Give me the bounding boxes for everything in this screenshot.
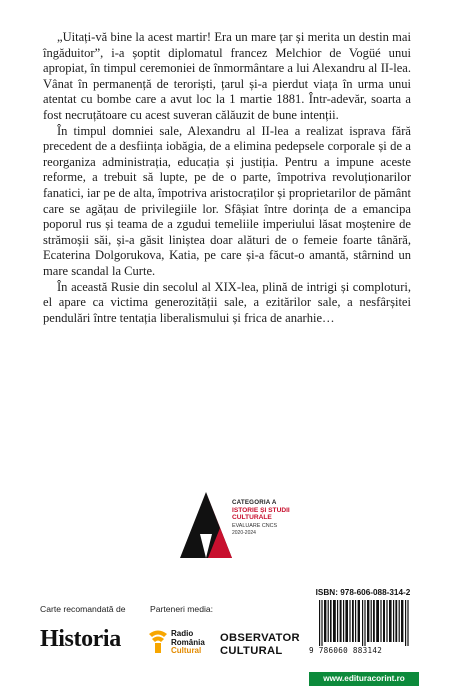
category-subject-line-2: CULTURALE: [232, 514, 272, 522]
barcode-icon: [313, 600, 417, 646]
category-label: CATEGORIA A: [232, 499, 277, 506]
category-evaluation: EVALUARE CNCS: [232, 522, 278, 529]
barcode-digits: 9 786060 883142: [309, 646, 383, 655]
publisher-website[interactable]: www.edituracorint.ro: [309, 672, 419, 686]
blurb-paragraph-3: În această Rusie din secolul al XIX-lea, plină de intrigi și comploturi, el apare ca victima generozității sale, a ezitărilor sale, a nesfârșitei pendulări între tentația liberalismului și frica de anarhie…: [43, 279, 411, 325]
radio-romania-cultural-logo: [146, 628, 216, 660]
blurb-paragraph-2: În timpul domniei sale, Alexandru al II-lea a realizat isprava fără precedent de a desființa iobăgia, de a elimina pedepsele corporale și de a reorganiza administrația, educația și justiția. Pentru a impune aceste reforme, a trebuit să lupte, pe de o parte, împotriva revoluționarilor fanatici, iar pe de alta, împotriva aristocraților și proprietarilor de pământ care se agățau de privilegiile lor. Sfâșiat între dorința de a emancipa poporul rus și teama de a zgudui temeliile imperiului lăsat moștenire de strămoșii săi, și-a găsit liniștea doar alături de o femeie foarte tânără, Ecaterina Dolgorukova, Katia, pe care și-a făcut-o amantă, stârnind un mare scandal la Curte.: [43, 123, 411, 278]
radio-icon: [146, 628, 170, 654]
category-years: 2020-2024: [232, 530, 256, 537]
media-partners-label: Parteneri media:: [150, 604, 214, 614]
historia-logo: Historia: [40, 626, 121, 652]
isbn-block: [309, 588, 413, 678]
radio-line-3: Cultural: [171, 646, 202, 656]
radio-text: [171, 630, 205, 656]
category-text: [232, 499, 318, 538]
category-logo-icon: [178, 490, 234, 562]
category-subject-line-1: ISTORIE ȘI STUDII: [232, 506, 290, 514]
observator-cultural-logo: [220, 632, 300, 657]
back-cover-blurb: [43, 30, 411, 326]
observator-line-1: OBSERVATOR: [220, 632, 300, 644]
blurb-paragraph-1: „Uitați-vă bine la acest martir! Era un mare țar și merita un destin mai îngăduitor”, i-a șoptit diplomatul francez Melchior de Vogüé unui apropiat, în timpul ceremoniei de înmormântare a lui Alexandru al II-lea. Vânat în permanență de teroriști, țarul și-a pierdut viața în urma unui atentat cu bombe care a avut loc la 1 martie 1881. Într-adevăr, soarta a fost necruțătoare cu acest suveran călăuzit de bune intenții.: [43, 30, 411, 122]
radio-line-2: România: [171, 637, 205, 647]
radio-line-1: Radio: [171, 629, 194, 638]
observator-line-2: CULTURAL: [220, 644, 283, 657]
category-badge: [178, 490, 318, 562]
isbn-number: ISBN: 978-606-088-314-2: [315, 588, 411, 597]
recommended-label: Carte recomandată de: [40, 604, 126, 614]
